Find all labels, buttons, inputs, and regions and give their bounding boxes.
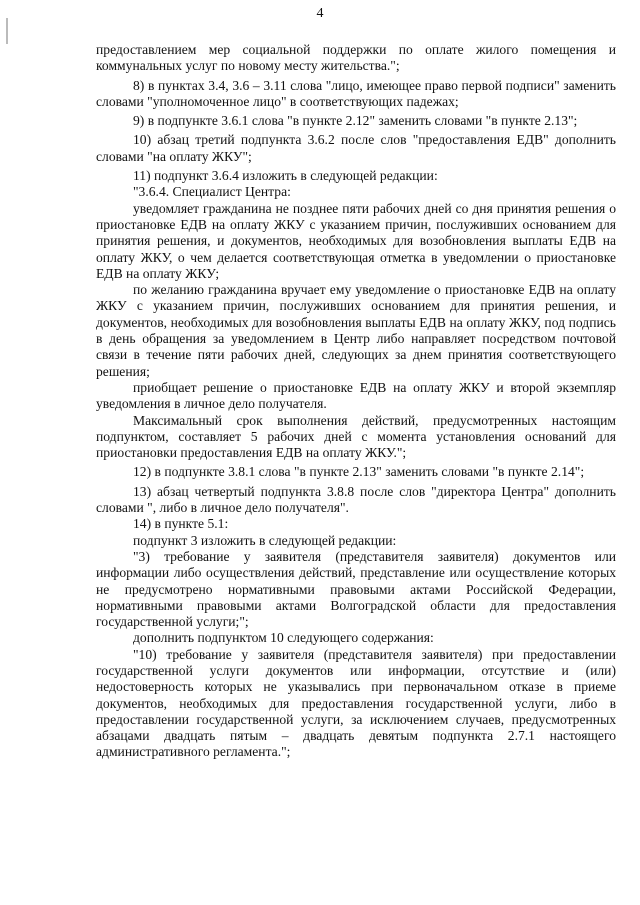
paragraph: "3) требование у заявителя (представителя заявителя) документов или информации либо осуществления действий, представление или осуществление которых не предусмотрено нормативными правовыми актами Российской Федерации, нормативными правовыми актами Волгоградской области для предоставления государственной услуги;";: [96, 548, 616, 630]
document-body: [96, 42, 616, 761]
paragraph: 14) в пункте 5.1:: [133, 516, 229, 532]
paragraph: 12) в подпункте 3.8.1 слова "в пункте 2.13" заменить словами "в пункте 2.14";: [133, 464, 585, 480]
paragraph: 10) абзац третий подпункта 3.6.2 после слов "предоставления ЕДВ" дополнить словами "на оплату ЖКУ";: [96, 132, 616, 164]
paragraph: 11) подпункт 3.6.4 изложить в следующей редакции:: [133, 168, 438, 184]
paragraph: по желанию гражданина вручает ему уведомление о приостановке ЕДВ на оплату ЖКУ с указанием причин, послуживших основанием для принятия решения, и документов, необходимых для возобновления выплаты ЕДВ на оплату ЖКУ, под подпись в день обращения за уведомлением в Центр либо направляет посредством почтовой связи в течение пяти рабочих дней, следующих за днем принятия соответствующего решения;: [96, 282, 616, 379]
paragraph: "3.6.4. Специалист Центра:: [133, 184, 291, 200]
paragraph: предоставлением мер социальной поддержки по оплате жилого помещения и коммунальных услуг по новому месту жительства.";: [96, 42, 616, 74]
paragraph: 13) абзац четвертый подпункта 3.8.8 после слов "директора Центра" дополнить словами ", либо в личное дело получателя".: [96, 483, 616, 516]
paragraph: приобщает решение о приостановке ЕДВ на оплату ЖКУ и второй экземпляр уведомления в личное дело получателя.: [96, 379, 616, 412]
page-number: 4: [316, 6, 324, 21]
paragraph: 8) в пунктах 3.4, 3.6 – 3.11 слова "лицо, имеющее право первой подписи" заменить словами "уполномоченное лицо" в соответствующих падежах;: [96, 77, 616, 109]
paragraph: 9) в подпункте 3.6.1 слова "в пункте 2.12" заменить словами "в пункте 2.13";: [133, 113, 578, 129]
paragraph: Максимальный срок выполнения действий, предусмотренных настоящим подпунктом, составляет 5 рабочих дней с момента установления оснований для приостановки предоставления ЕДВ на оплату ЖКУ.";: [96, 412, 616, 461]
paragraph: "10) требование у заявителя (представителя заявителя) при предоставлении государственной услуги документов или информации, отсутствие и (или) недостоверность которых не указывались при первоначальном отказе в приеме документов, необходимых для предоставления государственной услуги, либо в предоставлении государственной услуги, за исключением случаев, предусмотренных абзацами двадцать пятым – двадцать девятым подпункта 2.7.1 настоящего административного регламента.";: [96, 646, 616, 760]
paragraph: дополнить подпунктом 10 следующего содержания:: [133, 630, 434, 646]
paragraph: подпункт 3 изложить в следующей редакции:: [133, 532, 397, 548]
paragraph: уведомляет гражданина не позднее пяти рабочих дней со дня принятия решения о приостановке ЕДВ на оплату ЖКУ с указанием причин, послуживших основанием для принятия решения, и документов, необходимых для возобновления выплаты ЕДВ на оплату ЖКУ, о чем делается соответствующая отметка в уведомлении о приостановке ЕДВ на оплату ЖКУ;: [96, 200, 616, 281]
